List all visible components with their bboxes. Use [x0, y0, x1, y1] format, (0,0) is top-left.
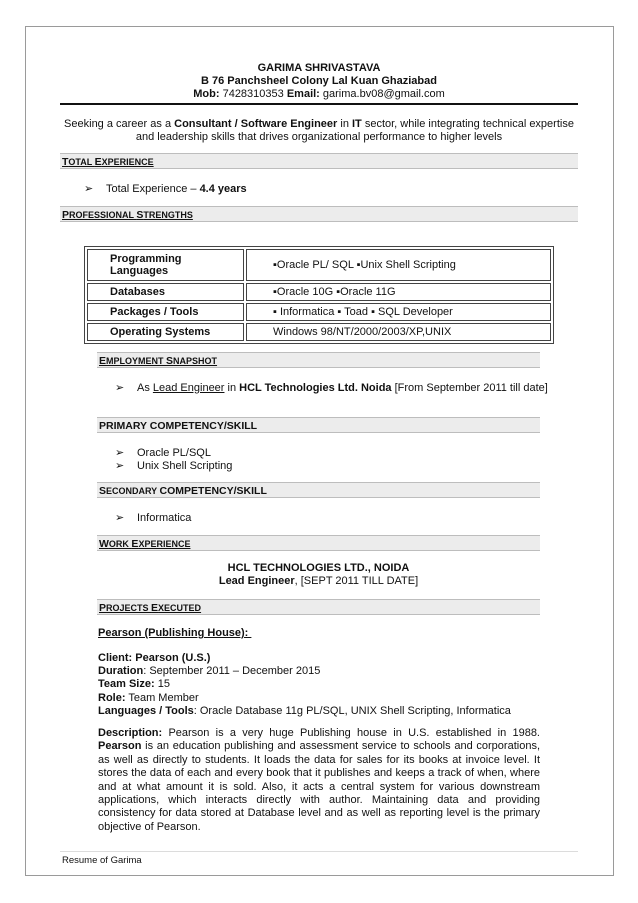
project-duration — [98, 665, 511, 678]
role-label: Role: — [98, 691, 126, 704]
professional-strengths-heading — [60, 206, 578, 222]
total-experience-item — [84, 182, 247, 195]
heading-rest: OTAL — [68, 157, 95, 167]
candidate-name: GARIMA SHRIVASTAVA — [257, 62, 381, 74]
list-item — [115, 511, 191, 524]
email-label: Email: — [286, 88, 320, 100]
skills-key: Databases — [87, 283, 244, 301]
work-role-line — [97, 575, 540, 587]
heading-cap: E — [151, 602, 159, 614]
description-text-1: Pearson is a very huge Publishing house in U.S. established in 1988. — [162, 727, 540, 739]
employment-role: Lead Engineer — [152, 382, 225, 394]
project-client: Client: Pearson (U.S.) — [98, 652, 211, 664]
footer-text: Resume of Garima — [62, 855, 142, 866]
arrow-bullet-icon: ➢ — [115, 447, 125, 459]
heading-rest: XPERIENCE — [101, 157, 154, 167]
list-item — [115, 459, 232, 472]
heading-rest: TRENGTHS — [143, 210, 193, 220]
heading-cap: S — [136, 209, 144, 221]
primary-competency-heading — [97, 417, 540, 433]
mob-value: 7428310353 — [222, 88, 284, 100]
contact-line — [0, 88, 638, 100]
employment-text-2: in — [224, 382, 240, 394]
table-row — [87, 303, 551, 321]
work-company: HCL TECHNOLOGIES LTD., NOIDA — [227, 562, 410, 574]
project-team-size — [98, 678, 511, 691]
objective-text-2: in — [337, 118, 352, 130]
description-label: Description: — [98, 727, 163, 739]
skills-key: Packages / Tools — [87, 303, 244, 321]
skills-table — [84, 246, 554, 344]
projects-executed-heading — [97, 599, 540, 615]
employment-period: [From September 2011 till date] — [391, 382, 548, 394]
duration-value: : September 2011 – December 2015 — [143, 665, 321, 678]
lang-value: : Oracle Database 11g PL/SQL, UNIX Shell Scripting, Informatica — [193, 704, 511, 717]
work-period: , [SEPT 2011 TILL DATE] — [294, 575, 419, 587]
skill-text: Oracle PL/SQL — [137, 447, 211, 459]
arrow-bullet-icon: ➢ — [84, 183, 94, 195]
work-experience-heading — [97, 535, 540, 551]
heading-cap: S — [166, 355, 174, 367]
arrow-bullet-icon: ➢ — [115, 460, 125, 472]
duration-label: Duration — [98, 665, 144, 678]
heading-rest: ORK — [108, 539, 132, 549]
project-title: Pearson (Publishing House): — [98, 627, 252, 639]
objective-role: Consultant / Software Engineer — [174, 118, 338, 130]
heading-cap: P — [99, 602, 107, 614]
table-row — [87, 249, 551, 281]
list-item — [115, 446, 211, 459]
header-divider — [60, 103, 578, 105]
heading-cap: W — [99, 538, 109, 550]
heading-cap: T — [62, 156, 69, 168]
arrow-bullet-icon: ➢ — [115, 512, 125, 524]
objective-line-2: and leadership skills that drives organizational performance to higher levels — [135, 131, 503, 143]
team-value: 15 — [154, 678, 170, 691]
total-experience-value: 4.4 years — [199, 183, 247, 195]
employment-company: HCL Technologies Ltd. Noida — [239, 382, 392, 394]
heading-big: COMPETENCY/SKILL — [159, 485, 267, 497]
heading-rest: ROFESSIONAL — [69, 210, 137, 220]
employment-text-1: As — [137, 382, 153, 394]
skills-key: Operating Systems — [87, 323, 244, 341]
heading-rest: XECUTED — [158, 603, 202, 613]
heading-rest: ROJECTS — [106, 603, 152, 613]
objective-text-1: Seeking a career as a — [64, 118, 175, 130]
total-experience-heading — [60, 153, 578, 169]
heading-cap: E — [94, 156, 102, 168]
heading-rest: ECONDARY — [106, 486, 160, 496]
skills-value: ▪Oracle 10G ▪Oracle 11G — [246, 283, 551, 301]
heading-rest: MPLOYMENT — [106, 356, 167, 366]
skills-value: ▪Oracle PL/ SQL ▪Unix Shell Scripting — [246, 249, 551, 281]
project-details — [98, 652, 511, 718]
skills-key — [87, 249, 244, 281]
table-row — [87, 323, 551, 341]
table-row — [87, 283, 551, 301]
project-languages — [98, 705, 511, 718]
skill-text: Unix Shell Scripting — [137, 460, 233, 472]
skill-text: Informatica — [137, 512, 192, 524]
email-value: garima.bv08@gmail.com — [322, 88, 445, 100]
employment-snapshot-heading — [97, 352, 540, 368]
objective-it: IT — [352, 118, 362, 130]
project-description — [98, 727, 540, 834]
candidate-address: B 76 Panchsheel Colony Lal Kuan Ghaziabad — [201, 75, 437, 87]
mob-label: Mob: — [193, 88, 220, 100]
description-bold: Pearson — [98, 740, 142, 753]
heading-text: PRIMARY COMPETENCY/SKILL — [99, 420, 258, 432]
lang-label: Languages / Tools — [98, 704, 194, 717]
objective-text-3: sector, while integrating technical expertise — [361, 118, 574, 130]
description-text-2: is an education publishing and assessment service to schools and corporations, as well as directly to students. It loads the data for sales for its books at invoice level. It stores the data of each and every book that it publishes and keeps a track of when, where and at what amount it is sold. Also, it acts a central system for various downstream applications, which interacts directly with author. Maintaining data and providing consistency for data stored at Database level and as well as reporting level is the primary objective of Pearson. — [98, 740, 540, 833]
team-label: Team Size: — [98, 678, 155, 691]
heading-rest: NAPSHOT — [173, 356, 218, 366]
work-role: Lead Engineer — [218, 575, 295, 587]
role-value: Team Member — [125, 691, 199, 704]
employment-item — [115, 381, 548, 394]
heading-cap: E — [99, 355, 107, 367]
heading-rest: XPERIENCE — [138, 539, 191, 549]
skills-value: Windows 98/NT/2000/2003/XP,UNIX — [246, 323, 551, 341]
footer-divider — [60, 851, 578, 852]
heading-cap: S — [99, 485, 107, 497]
project-role — [98, 692, 511, 705]
total-experience-label: Total Experience – — [106, 183, 200, 195]
objective — [50, 118, 588, 144]
heading-cap: P — [62, 209, 70, 221]
heading-cap: E — [131, 538, 139, 550]
skills-key-line: Languages — [110, 265, 169, 277]
skills-key-line: Programming — [110, 253, 182, 265]
arrow-bullet-icon: ➢ — [115, 382, 125, 394]
skills-value: ▪ Informatica ▪ Toad ▪ SQL Developer — [246, 303, 551, 321]
secondary-competency-heading — [97, 482, 540, 498]
